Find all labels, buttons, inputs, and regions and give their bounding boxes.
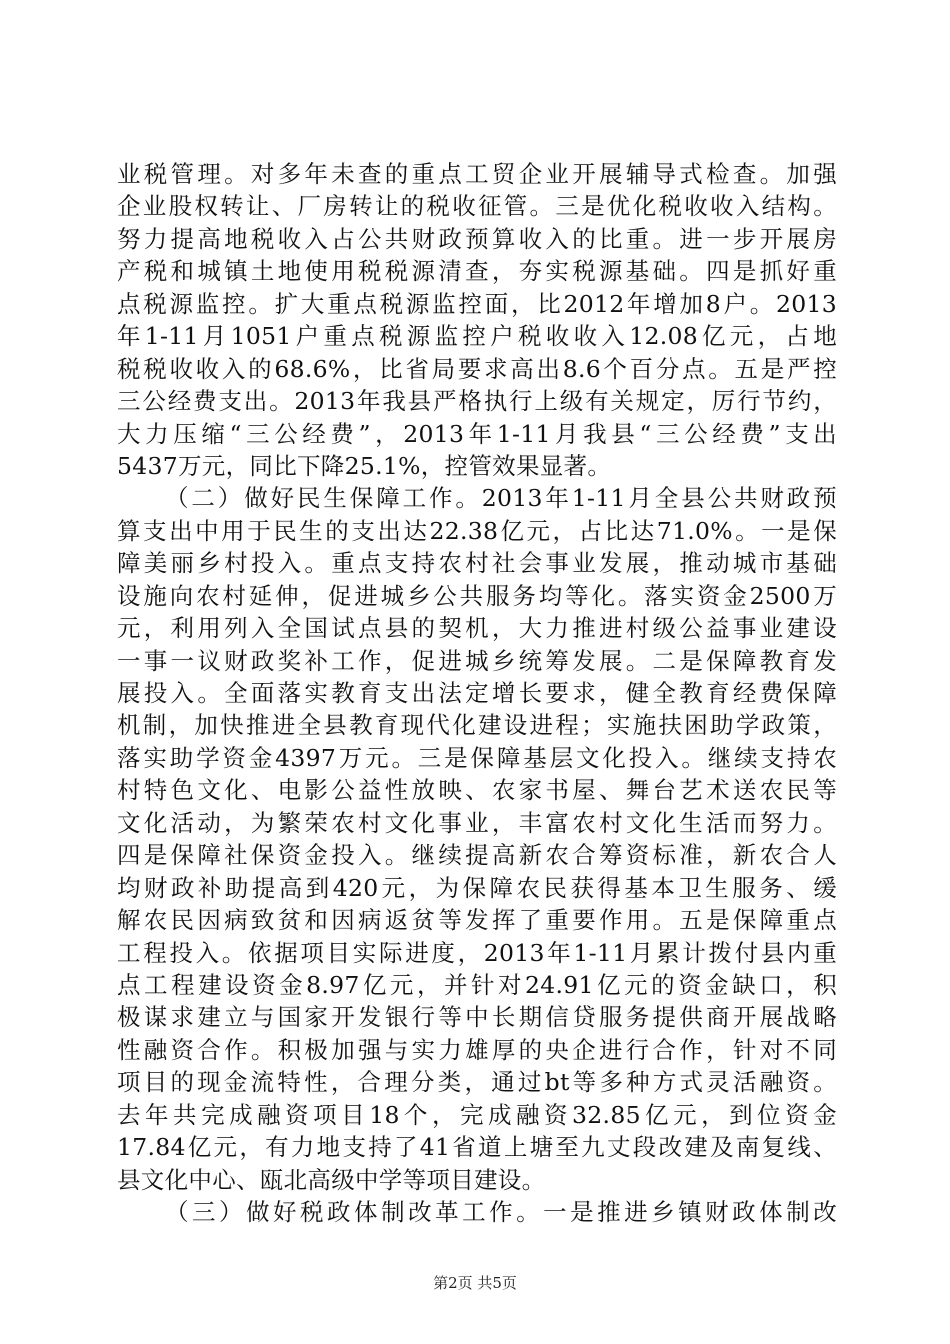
- text-line: 点工程建设资金8.97亿元，并针对24.91亿元的资金缺口，积: [117, 970, 837, 999]
- text-line: 文化活动，为繁荣农村文化事业，丰富农村文化生活而努力。: [117, 808, 837, 837]
- text-line: （三）做好税政体制改革工作。一是推进乡镇财政体制改: [165, 1198, 837, 1226]
- text-line: 元，利用列入全国试点县的契机，大力推进村级公益事业建设: [117, 614, 837, 643]
- page-footer: 第2页 共5页: [433, 1274, 517, 1292]
- text-line: 算支出中用于民生的支出达22.38亿元，占比达71.0%。一是保: [117, 516, 837, 545]
- text-line: 业税管理。对多年未查的重点工贸企业开展辅导式检查。加强: [117, 160, 837, 188]
- text-line: 去年共完成融资项目18个，完成融资32.85亿元，到位资金: [117, 1100, 837, 1129]
- text-line: 机制，加快推进全县教育现代化建设进程；实施扶困助学政策，: [117, 711, 837, 740]
- text-line: 5437万元，同比下降25.1%，控管效果显著。: [117, 451, 612, 480]
- text-line: 极谋求建立与国家开发银行等中长期信贷服务提供商开展战略: [117, 1003, 837, 1032]
- text-line: 均财政补助提高到420元，为保障农民获得基本卫生服务、缓: [117, 873, 837, 902]
- text-line: （二）做好民生保障工作。2013年1-11月全县公共财政预: [165, 484, 837, 513]
- text-line: 企业股权转让、厂房转让的税收征管。三是优化税收收入结构。: [117, 192, 837, 221]
- text-line: 工程投入。依据项目实际进度，2013年1-11月累计拨付县内重: [117, 938, 837, 967]
- text-line: 一事一议财政奖补工作，促进城乡统筹发展。二是保障教育发: [117, 646, 837, 675]
- document-body: [117, 158, 837, 1228]
- text-line: 项目的现金流特性，合理分类，通过bt等多种方式灵活融资。: [117, 1068, 837, 1097]
- text-line: 障美丽乡村投入。重点支持农村社会事业发展，推动城市基础: [117, 549, 837, 578]
- text-line: 点税源监控。扩大重点税源监控面，比2012年增加8户。2013: [117, 289, 837, 318]
- text-line: 解农民因病致贫和因病返贫等发挥了重要作用。五是保障重点: [117, 906, 837, 935]
- text-line: 四是保障社保资金投入。继续提高新农合筹资标准，新农合人: [117, 841, 837, 870]
- text-line: 三公经费支出。2013年我县严格执行上级有关规定，厉行节约，: [117, 387, 837, 416]
- text-line: 税税收收入的68.6%，比省局要求高出8.6个百分点。五是严控: [117, 354, 837, 383]
- text-line: 县文化中心、瓯北高级中学等项目建设。: [117, 1165, 546, 1194]
- text-line: 努力提高地税收入占公共财政预算收入的比重。进一步开展房: [117, 224, 837, 253]
- text-line: 性融资合作。积极加强与实力雄厚的央企进行合作，针对不同: [117, 1035, 837, 1064]
- text-line: 年1-11月1051户重点税源监控户税收收入12.08亿元，占地: [117, 322, 837, 351]
- text-line: 落实助学资金4397万元。三是保障基层文化投入。继续支持农: [117, 743, 837, 772]
- text-line: 村特色文化、电影公益性放映、农家书屋、舞台艺术送农民等: [117, 776, 837, 805]
- text-line: 17.84亿元，有力地支持了41省道上塘至九丈段改建及南复线、: [117, 1133, 837, 1162]
- text-line: 产税和城镇土地使用税税源清查，夯实税源基础。四是抓好重: [117, 257, 837, 286]
- text-line: 大力压缩“三公经费”，2013年1-11月我县“三公经费”支出: [117, 419, 837, 448]
- text-line: 设施向农村延伸，促进城乡公共服务均等化。落实资金2500万: [117, 581, 837, 610]
- text-line: 展投入。全面落实教育支出法定增长要求，健全教育经费保障: [117, 679, 837, 707]
